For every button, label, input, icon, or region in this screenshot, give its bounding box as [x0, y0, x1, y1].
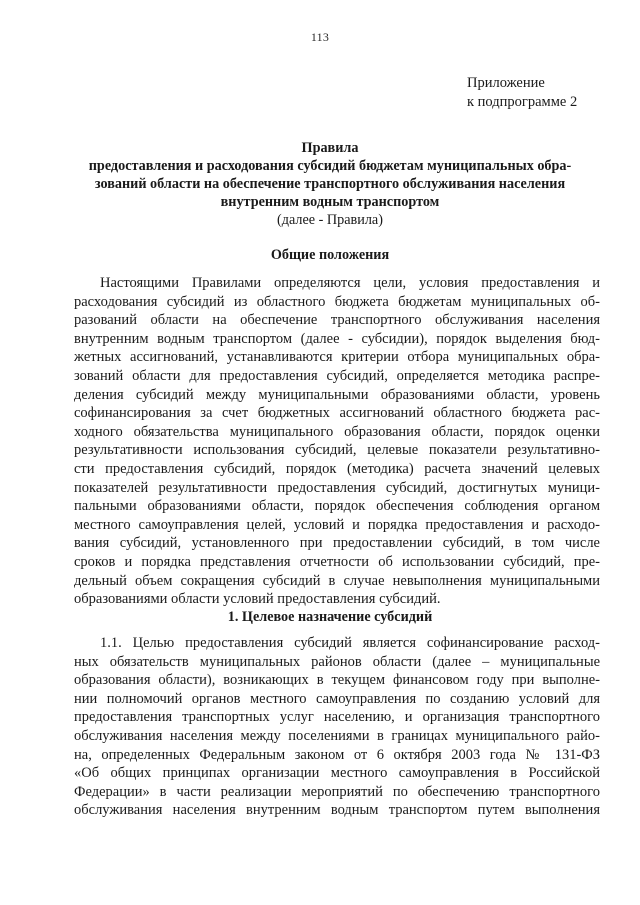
title-line-1: предоставления и расходования субсидий бюджетам муниципальных обра-	[88, 158, 572, 174]
text-line: вания субсидий, установленного при предоставлении субсидий, в том числе	[74, 535, 600, 552]
text-line: 1.1. Целью предоставления субсидий является софинансирование расход-	[100, 635, 600, 651]
text-line: деления субсидий между муниципальными образованиями области, уровень	[74, 386, 600, 403]
text-line: на, определенных Федеральным законом от 6 октября 2003 года № 131-ФЗ	[74, 746, 600, 763]
text-line: результативности использования субсидий, целевые показатели результативно-	[74, 442, 600, 459]
text-line: ходного обязательства муниципального образования области, порядок оценки	[74, 423, 600, 440]
text-line: разований области на обеспечение транспортного обслуживания населения	[74, 312, 600, 329]
text-line: ных обязательств муниципальных районов области (далее – муниципальные	[74, 653, 600, 670]
text-line: пальными образованиями области, порядок обеспечения соблюдения органом	[74, 498, 600, 515]
text-line: Настоящими Правилами определяются цели, условия предоставления и	[100, 275, 600, 291]
text-line: софинансирования за счет бюджетных ассигнований областного бюджета рас-	[74, 405, 600, 422]
appendix-reference	[467, 74, 577, 112]
text-line: нии полномочий органов местного самоуправления по созданию условий для	[74, 690, 600, 707]
paragraph-general-provisions	[74, 274, 600, 609]
text-line: расходования субсидий из областного бюджета бюджетам муниципальных об-	[74, 293, 600, 310]
text-line: обслуживания населения внутренним водным транспортом путем выполнения	[74, 802, 600, 819]
text-line: дельный объем сокращения субсидий в случае невыполнения муниципальными	[74, 572, 600, 589]
text-line: местного самоуправления целей, условий и порядка предоставления и расходо-	[74, 516, 600, 533]
text-line: внутренним водным транспортом (далее - субсидии), порядок выделения бюд-	[74, 330, 600, 347]
text-line: предоставления транспортных услуг населению, и организация транспортного	[74, 709, 600, 726]
appendix-line-1: Приложение	[467, 75, 545, 91]
text-line: сроков и порядка представления отчетности об использовании субсидий, пре-	[74, 553, 600, 570]
text-line: образованиями области условий предоставления субсидий.	[74, 591, 441, 608]
text-line: сти предоставления субсидий, порядок (методика) расчета значений целевых	[74, 460, 600, 477]
text-line: жетных ассигнований, устанавливаются критерии отбора муниципальных обра-	[74, 349, 600, 366]
text-line: обслуживания населения между поселениями в границах муниципального райо-	[74, 727, 600, 744]
text-line: «Об общих принципах организации местного самоуправления в Российской	[74, 765, 600, 782]
text-line: зований области для предоставления субсидий, определяется методика распре-	[74, 367, 600, 384]
document-title	[60, 139, 600, 229]
appendix-line-2: к подпрограмме 2	[467, 94, 578, 110]
text-line: показателей результативности предоставления субсидий, достигнутых муници-	[74, 479, 600, 496]
heading-section-1: 1. Целевое назначение субсидий	[227, 609, 433, 625]
text-line: Федерации» в части реализации мероприятий по обеспечению транспортного	[74, 783, 600, 800]
title-main: Правила	[301, 140, 359, 156]
paragraph-1-1	[74, 634, 600, 820]
title-line-3: внутренним водным транспортом	[220, 194, 440, 210]
title-line-2: зований области на обеспечение транспортного обслуживания населения	[94, 176, 566, 192]
heading-general-provisions: Общие положения	[270, 247, 390, 263]
title-aka: (далее - Правила)	[277, 212, 383, 228]
text-line: образования области), возникающих в текущем финансовом году при выполне-	[74, 672, 600, 689]
page-number: 113	[310, 30, 330, 44]
